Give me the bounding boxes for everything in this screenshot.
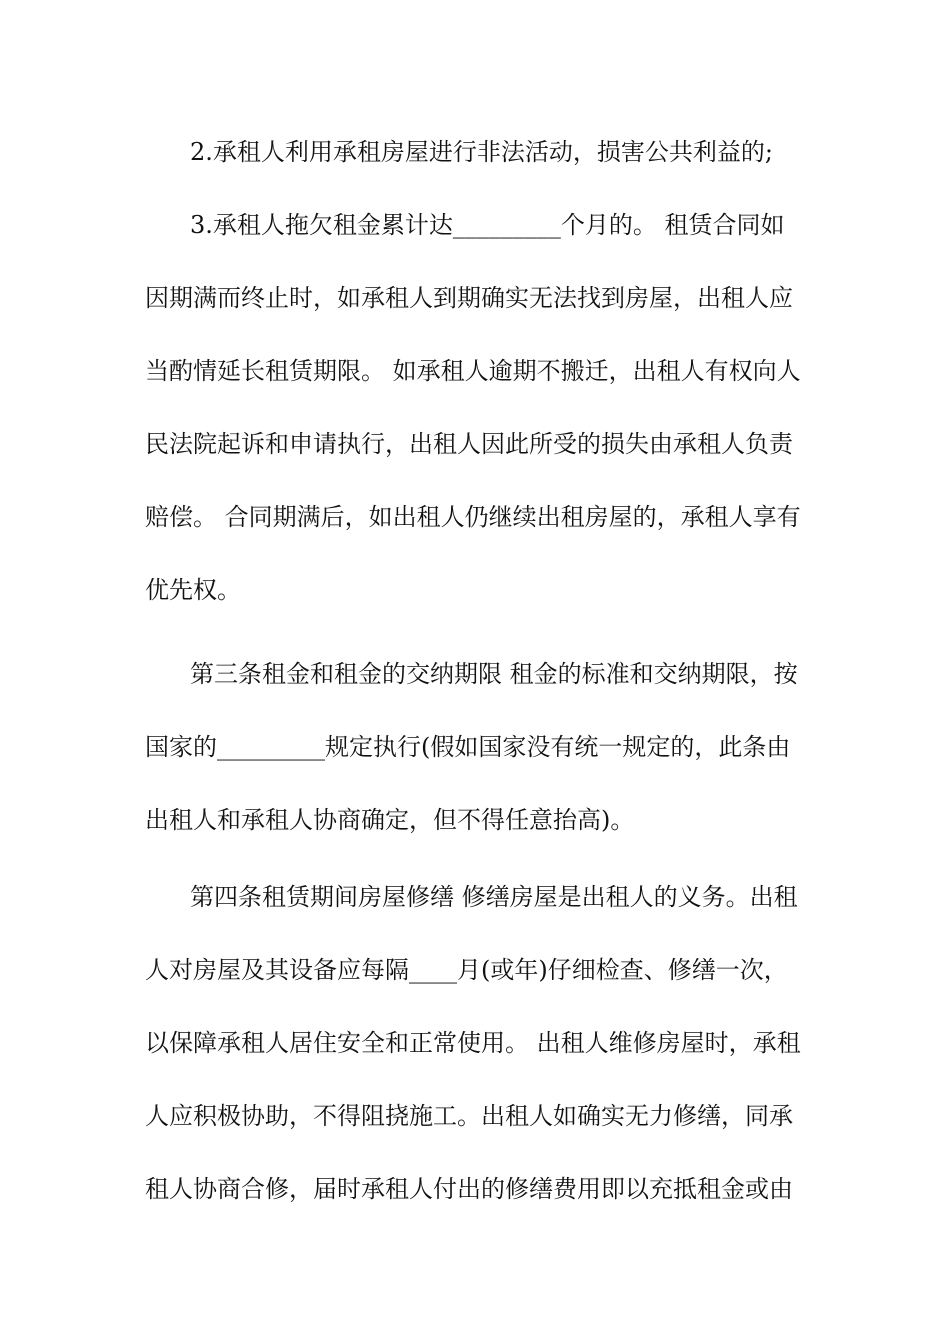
text-line: 以保障承租人居住安全和正常使用。 出租人维修房屋时，承租	[145, 1029, 801, 1057]
text-line: 当酌情延长租赁期限。 如承租人逾期不搬迁，出租人有权向人	[145, 357, 801, 385]
text-line: 出租人和承租人协商确定，但不得任意抬高)。	[145, 806, 635, 834]
text-line: 因期满而终止时，如承租人到期确实无法找到房屋，出租人应	[145, 284, 793, 312]
text-line: 优先权。	[145, 576, 241, 604]
text-line: 人应积极协助，不得阻挠施工。出租人如确实无力修缮，同承	[145, 1102, 793, 1130]
text-line: 民法院起诉和申请执行，出租人因此所受的损失由承租人负责	[145, 430, 793, 458]
text-line: 国家的_________规定执行(假如国家没有统一规定的，此条由	[145, 733, 791, 761]
text-line: 第三条租金和租金的交纳期限 租金的标准和交纳期限，按	[190, 660, 798, 688]
text-line: 第四条租赁期间房屋修缮 修缮房屋是出租人的义务。出租	[190, 883, 798, 911]
text-line: 人对房屋及其设备应每隔____月(或年)仔细检查、修缮一次，	[145, 956, 788, 984]
text-line: 赔偿。 合同期满后，如出租人仍继续出租房屋的，承租人享有	[145, 503, 801, 531]
text-line: 2.承租人利用承租房屋进行非法活动，损害公共利益的;	[190, 138, 773, 166]
text-line: 3.承租人拖欠租金累计达_________个月的。 租赁合同如	[190, 211, 785, 239]
text-line: 租人协商合修，届时承租人付出的修缮费用即以充抵租金或由	[145, 1175, 793, 1203]
